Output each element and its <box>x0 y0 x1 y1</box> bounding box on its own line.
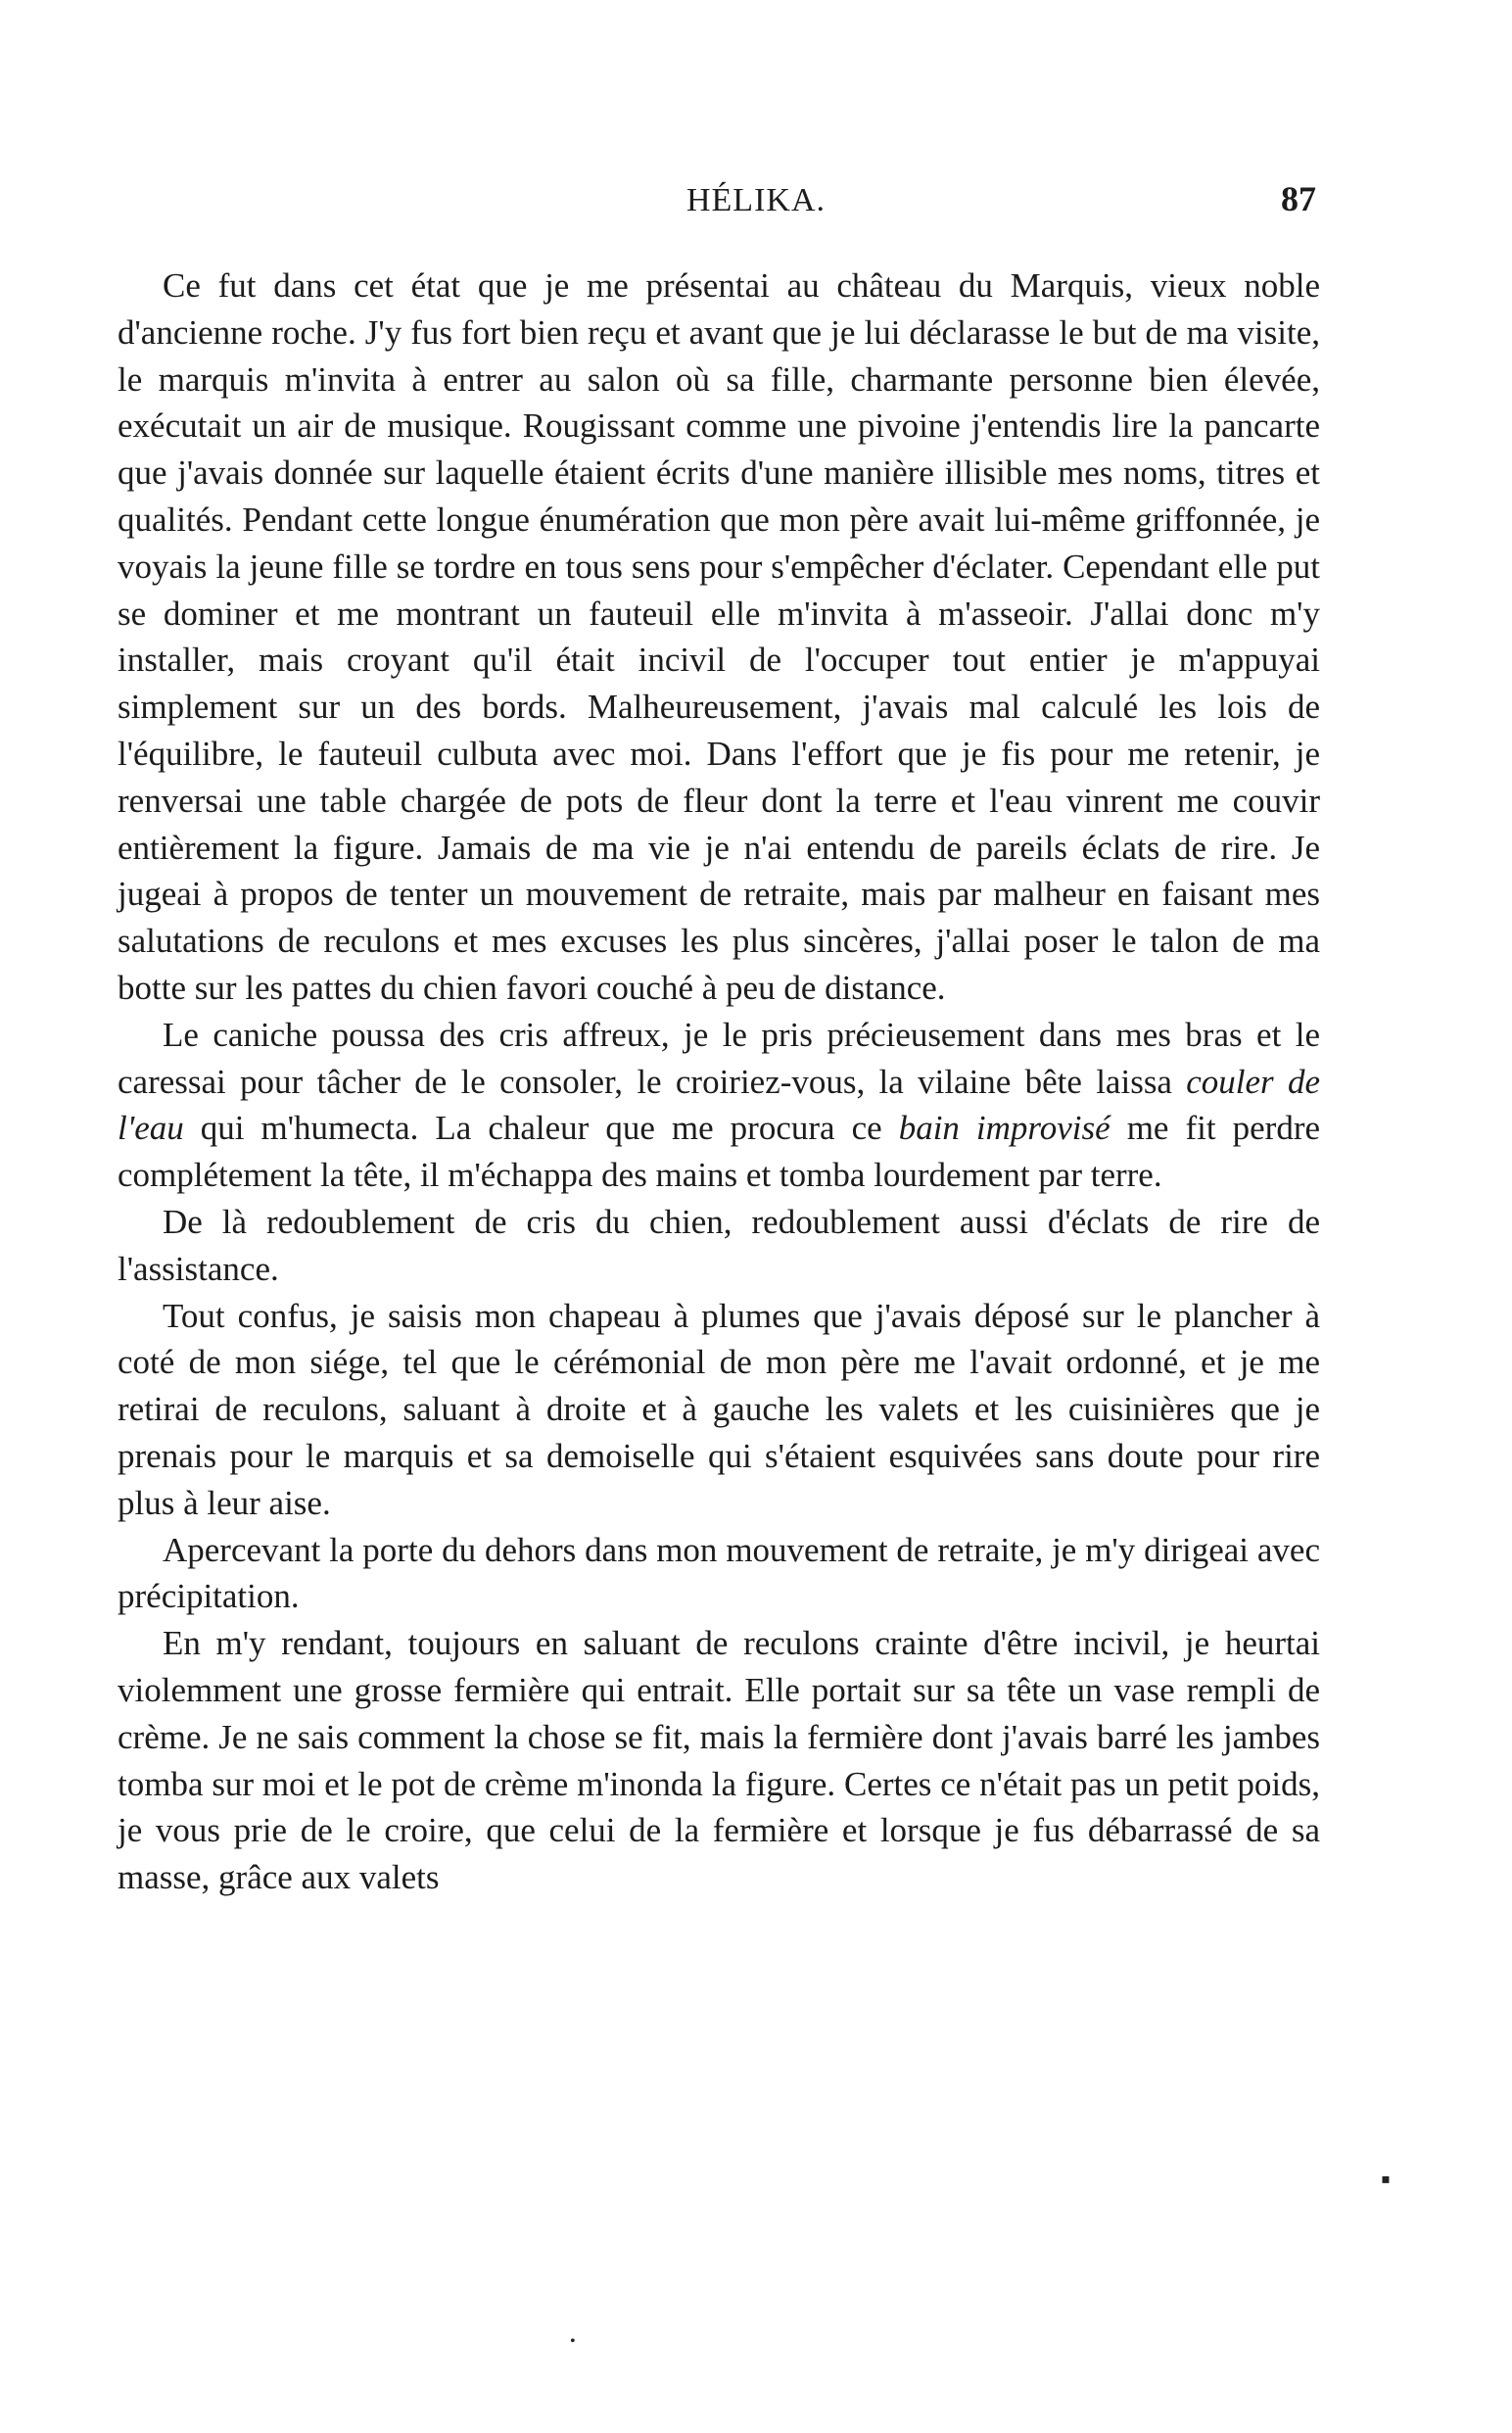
paragraph <box>118 1620 1320 1901</box>
paragraph-text: De là redoublement de cris du chien, redoublement aussi d'éclats de rire de l'assistance. <box>118 1202 1320 1288</box>
italic-phrase: couler de l'eau <box>118 1062 1321 1148</box>
running-head <box>0 174 1512 223</box>
italic-phrase: bain improvisé <box>898 1109 1110 1148</box>
paragraph-text: Tout confus, je saisis mon chapeau à plumes que j'avais déposé sur le plancher à coté de mon siége, tel que le cérémonial de mon père me l'avait ordonné, et je me retirai de reculons, saluant à droite et à gauche les valets et les cuisinières que je prenais pour le marquis et sa demoiselle qui s'étaient esquivées sans doute pour rire plus à leur aise. <box>118 1296 1320 1522</box>
paragraph <box>118 262 1320 1012</box>
paragraph-text: Apercevant la porte du dehors dans mon mouvement de retraite, je m'y dirigeai avec précipitation. <box>118 1530 1320 1616</box>
paragraph <box>118 1293 1320 1527</box>
body-text <box>118 262 1320 1901</box>
paragraph-text: qui m'humecta. La chaleur que me procura ce <box>183 1109 899 1148</box>
paragraph-text: En m'y rendant, toujours en saluant de reculons crainte d'être incivil, je heurtai violemment une grosse fermière qui entrait. Elle portait sur sa tête un vase rempli de crème. Je ne sais comment la chose se fit, mais la fermière dont j'avais barré les jambes tomba sur moi et le pot de crème m'inonda la figure. Certes ce n'était pas un petit poids, je vous prie de le croire, que celui de la fermière et lorsque je fus débarrassé de sa masse, grâce aux valets <box>118 1624 1320 1897</box>
paragraph <box>118 1527 1320 1621</box>
page-number: 87 <box>1281 179 1316 218</box>
print-speck: ▪ <box>1381 2165 1391 2195</box>
paragraph <box>118 1012 1320 1199</box>
paragraph-text: me fit perdre complétement la tête, il m'échappa des mains et tomba lourdement par terre. <box>118 1109 1321 1195</box>
paragraph-text: Ce fut dans cet état que je me présentai au château du Marquis, vieux noble d'ancienne roche. J'y fus fort bien reçu et avant que je lui déclarasse le but de ma visite, le marquis m'invita à entrer au salon où sa fille, charmante personne bien élevée, exécutait un air de musique. Rougissant comme une pivoine j'entendis lire la pancarte que j'avais donnée sur laquelle étaient écrits d'une manière illisible mes noms, titres et qualités. Pendant cette longue énumération que mon père avait lui-même griffonnée, je voyais la jeune fille se tordre en tous sens pour s'empêcher d'éclater. Cependant elle put se dominer et me montrant un fauteuil elle m'invita à m'asseoir. J'allai donc m'y installer, mais croyant qu'il était incivil de l'occuper tout entier je m'appuyai simplement sur un des bords. Malheureusement, j'avais mal calculé les lois de l'équilibre, le fauteuil culbuta avec moi. Dans l'effort que je fis pour me retenir, je renversai une table chargée de pots de fleur dont la terre et l'eau vinrent me couvir entièrement la figure. Jamais de ma vie je n'ai entendu de pareils éclats de rire. Je jugeai à propos de tenter un mouvement de retraite, mais par malheur en faisant mes salutations de reculons et mes excuses les plus sincères, j'allai poser le talon de ma botte sur les pattes du chien favori couché à peu de distance. <box>118 266 1320 1007</box>
paragraph-text: Le caniche poussa des cris affreux, je le pris précieusement dans mes bras et le caressai pour tâcher de le consoler, le croiriez-vous, la vilaine bête laissa <box>118 1015 1320 1101</box>
running-title: HÉLIKA. <box>685 182 827 218</box>
print-speck: • <box>570 2333 576 2350</box>
paragraph <box>118 1199 1320 1293</box>
